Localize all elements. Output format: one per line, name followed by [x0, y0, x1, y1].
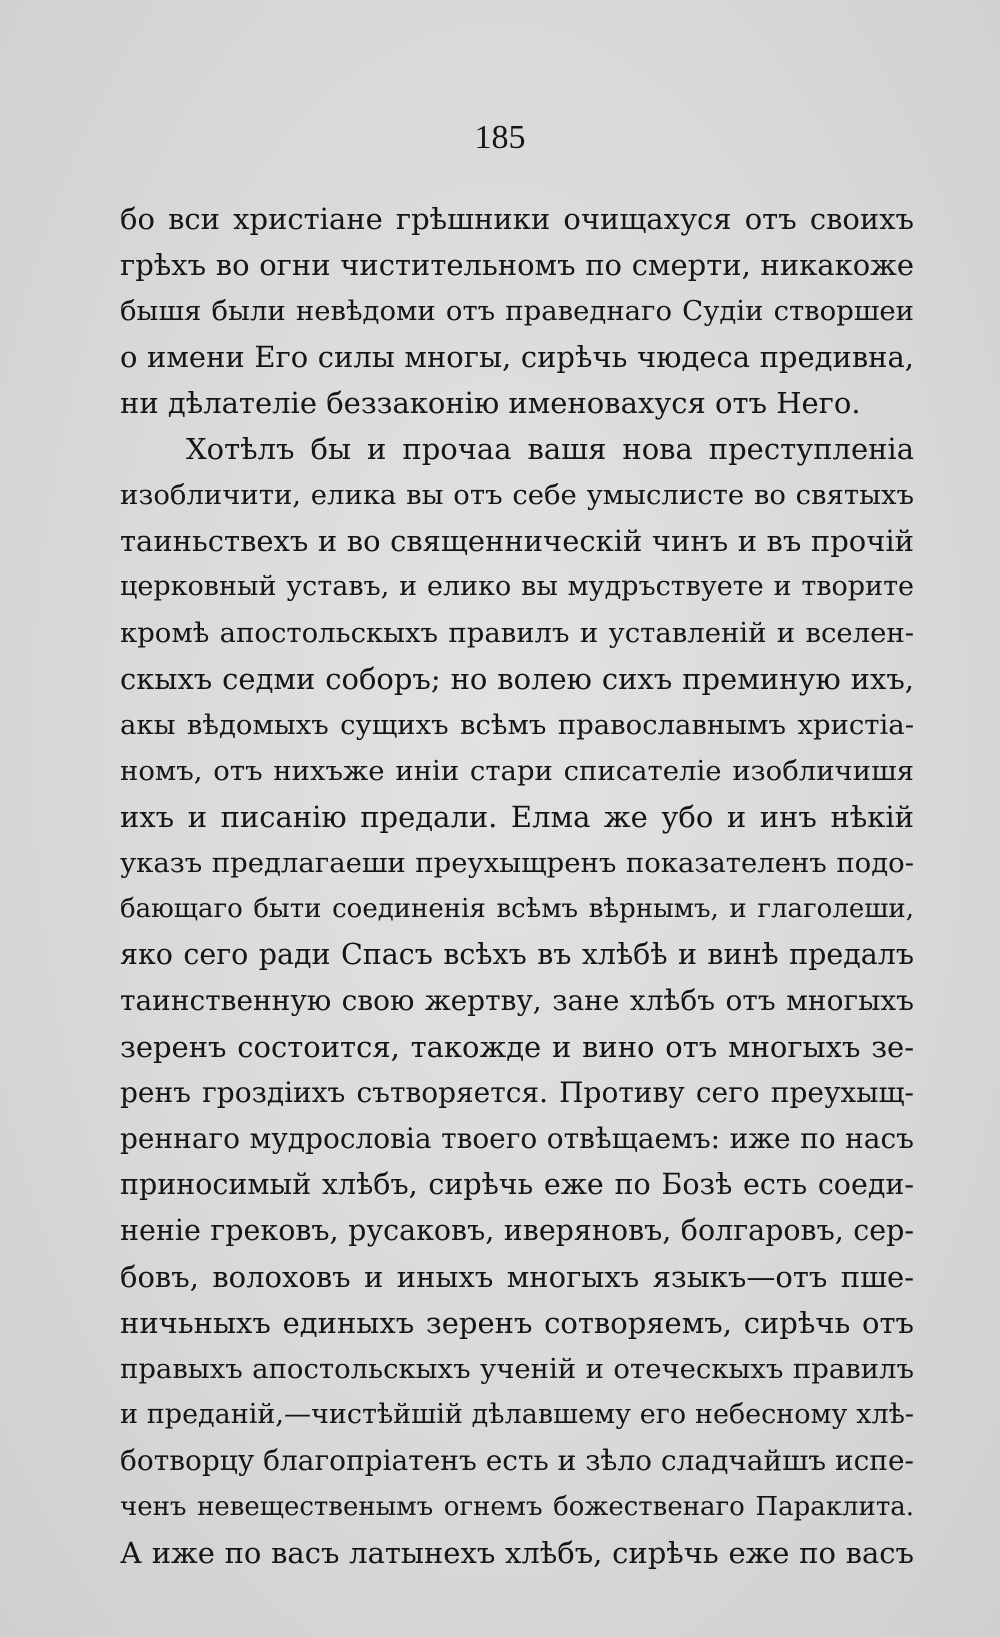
text-line: неніе грековъ, русаковъ, иверяновъ, болгаровъ, сер- [120, 1214, 914, 1247]
body-text [120, 196, 914, 1576]
page-number: 185 [474, 119, 526, 156]
text-line: таиньствехъ и во священническій чинъ и въ прочій [120, 524, 914, 558]
text-line: скыхъ седми соборъ; но волею сихъ преминую ихъ, [120, 662, 914, 696]
text-line: яко сего ради Спасъ всѣхъ въ хлѣбѣ и винѣ предалъ [120, 938, 914, 971]
text-line: зеренъ состоится, такожде и вино отъ многыхъ зе- [120, 1030, 914, 1064]
text-line: о имени Его силы многы, сирѣчь чюдеса предивна, [120, 340, 914, 374]
text-line: ничьныхъ единыхъ зеренъ сотворяемъ, сирѣчь отъ [120, 1306, 914, 1340]
text-line: номъ, отъ нихъже иніи стари списателіе изобличишя [120, 755, 914, 787]
text-line: правыхъ апостольскыхъ ученій и отеческыхъ правилъ [120, 1353, 914, 1385]
text-line: приносимый хлѣбъ, сирѣчь еже по Бозѣ есть соеди- [120, 1168, 914, 1201]
text-line: Хотѣлъ бы и прочаа вашя нова преступленіа [186, 432, 914, 466]
text-line: А иже по васъ латынехъ хлѣбъ, сирѣчь еже по васъ [120, 1536, 914, 1570]
text-line: грѣхъ во огни чистительномъ по смерти, никакоже [120, 248, 914, 282]
text-line: ренъ гроздіихъ сътворяется. Противу сего преухыщ- [120, 1076, 914, 1109]
text-line: реннаго мудрословіа твоего отвѣщаемъ: иже по насъ [120, 1122, 914, 1155]
text-line: бовъ, волоховъ и иныхъ многыхъ языкъ—отъ пше- [120, 1260, 914, 1294]
text-line: указъ предлагаеши преухыщренъ показателенъ подо- [120, 847, 914, 879]
text-line: бо вси христіане грѣшники очищахуся отъ своихъ [120, 202, 914, 236]
text-line: бающаго быти соединенія всѣмъ вѣрнымъ, и глаголеши, [120, 894, 914, 924]
text-line: ни дѣлателіе беззаконію именовахуся отъ Него. [120, 386, 861, 420]
text-line: акы вѣдомыхъ сущихъ всѣмъ православнымъ христіа- [120, 709, 914, 741]
text-line: кромѣ апостольскыхъ правилъ и уставленій и вселен- [120, 617, 914, 649]
text-line: и преданій,—чистѣйшій дѣлавшему его небесному хлѣ- [120, 1399, 914, 1430]
text-line: ихъ и писанію предали. Елма же убо и инъ нѣкій [120, 800, 914, 834]
text-line: изобличити, елика вы отъ себе умыслисте во святыхъ [120, 479, 914, 511]
text-line: ченъ невещественымъ огнемъ божественаго Параклита. [120, 1492, 914, 1522]
text-line: церковный уставъ, и елико вы мудръствуете и творите [120, 571, 914, 602]
text-line: таинственную свою жертву, зане хлѣбъ отъ многыхъ [120, 984, 914, 1017]
text-line: бышя были невѣдоми отъ праведнаго Судіи створшеи [120, 295, 914, 327]
text-line: ботворцу благопріатенъ есть и зѣло сладчайшъ испе- [120, 1444, 914, 1477]
